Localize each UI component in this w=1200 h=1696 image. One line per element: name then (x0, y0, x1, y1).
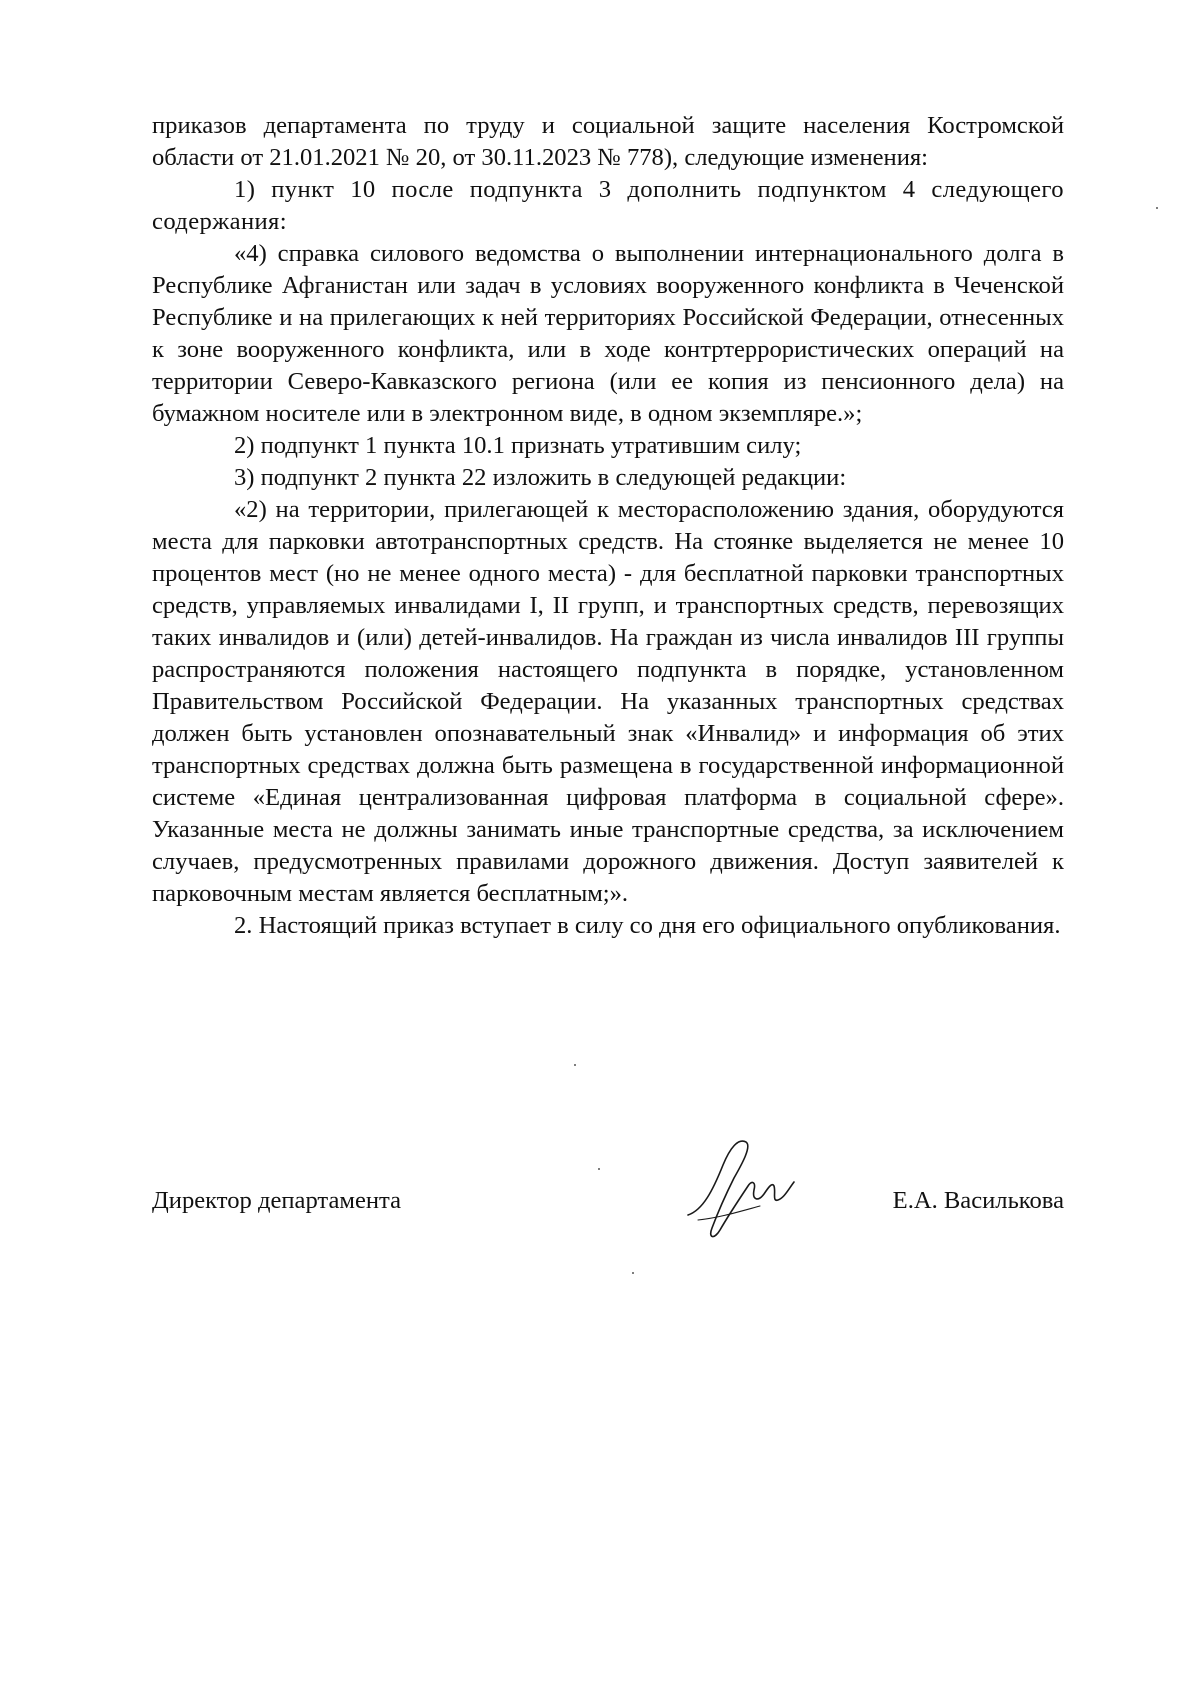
scan-speck (574, 1064, 576, 1066)
scan-speck (1156, 207, 1158, 209)
paragraph-item-1: 1) пункт 10 после подпункта 3 дополнить подпунктом 4 следующего содержания: (152, 176, 1064, 235)
paragraph-item-2: 2) подпункт 1 пункта 10.1 признать утратившим силу; (234, 432, 802, 459)
paragraph-intro: приказов департамента по труду и социальной защите населения Костромской области от 21.01.2021 № 20, от 30.11.2023 № 778), следующие изменения: (152, 112, 1064, 171)
scan-speck (598, 1168, 600, 1170)
document-body (152, 110, 1064, 942)
paragraph-quote-4: «4) справка силового ведомства о выполнении интернационального долга в Республике Афганистан или задач в условиях вооруженного конфликта в Чеченской Республике и на прилегающих к ней территориях Российской Федерации, отнесенных к зоне вооруженного конфликта, или в ходе контртеррористических операций на территории Северо-Кавказского региона (или ее копия из пенсионного дела) на бумажном носителе или в электронном виде, в одном экземпляре.»; (152, 240, 1064, 427)
paragraph-item-3: 3) подпункт 2 пункта 22 изложить в следующей редакции: (234, 464, 847, 491)
handwritten-signature (668, 1120, 818, 1250)
paragraph-effective-date: 2. Настоящий приказ вступает в силу со дня его официального опубликования. (234, 912, 1061, 939)
signer-name: Е.А. Василькова (892, 1187, 1064, 1214)
paragraph-quote-2: «2) на территории, прилегающей к месторасположению здания, оборудуются места для парковки автотранспортных средств. На стоянке выделяется не менее 10 процентов мест (но не менее одного места) - для бесплатной парковки транспортных средств, управляемых инвалидами I, II групп, и транспортных средств, перевозящих таких инвалидов и (или) детей-инвалидов. На граждан из числа инвалидов III группы распространяются положения настоящего подпункта в порядке, установленном Правительством Российской Федерации. На указанных транспортных средствах должен быть установлен опознавательный знак «Инвалид» и информация об этих транспортных средствах должна быть размещена в государственной информационной системе «Единая централизованная цифровая платформа в социальной сфере». Указанные места не должны занимать иные транспортные средства, за исключением случаев, предусмотренных правилами дорожного движения. Доступ заявителей к парковочным местам является бесплатным;». (152, 496, 1064, 907)
scan-speck (632, 1272, 634, 1274)
position-title: Директор департамента (152, 1187, 401, 1214)
